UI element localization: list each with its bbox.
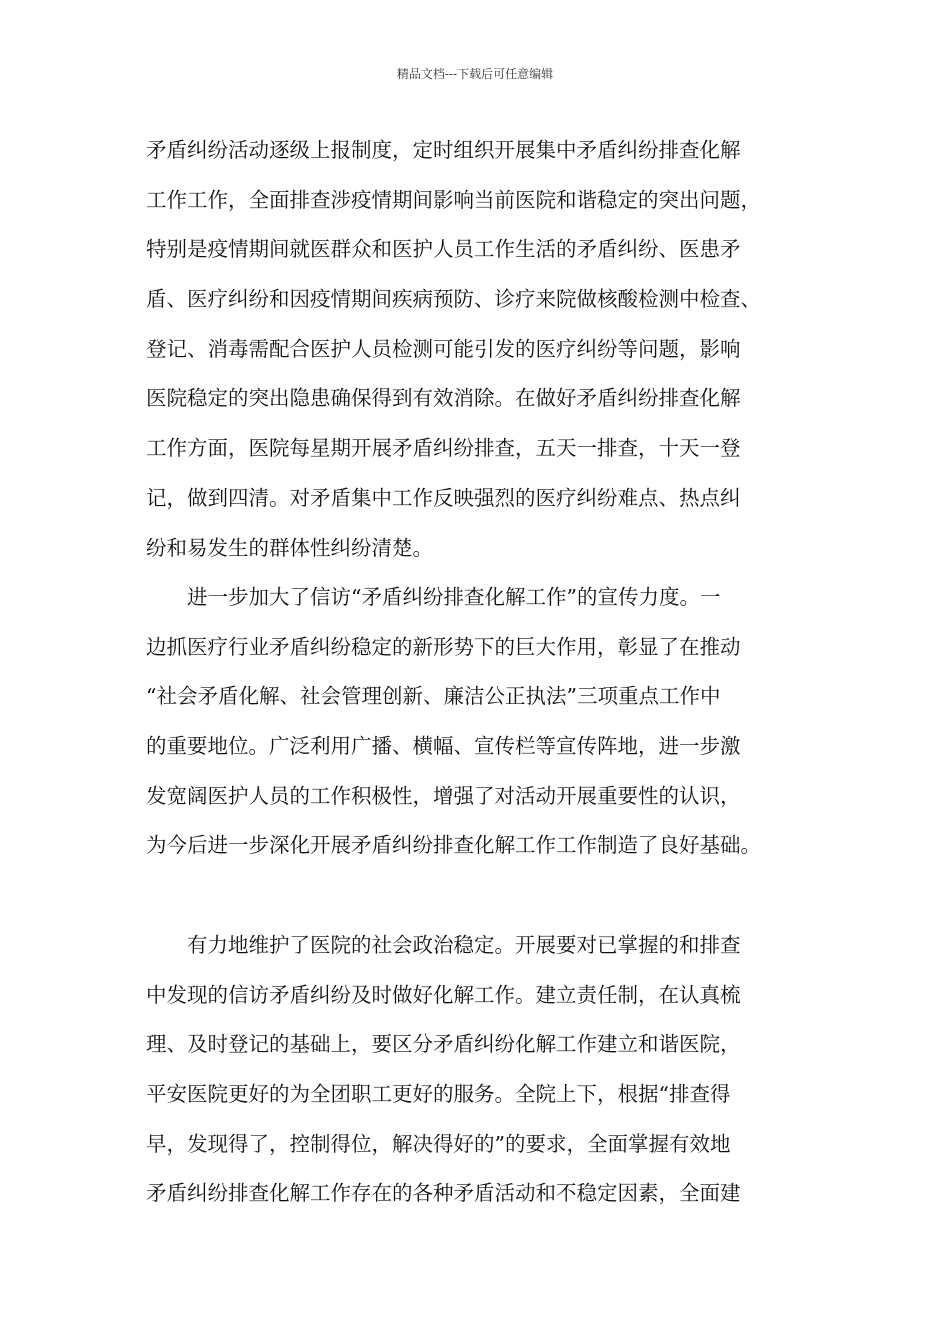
text-line: 的重要地位。广泛利用广播、横幅、宣传栏等宣传阵地，进一步激: [146, 734, 741, 759]
text-line: 矛盾纠纷活动逐级上报制度，定时组织开展集中矛盾纠纷排查化解: [146, 138, 741, 162]
text-line: 特别是疫情期间就医群众和医护人员工作生活的矛盾纠纷、医患矛: [146, 237, 741, 262]
text-line: 矛盾纠纷排查化解工作存在的各种矛盾活动和不稳定因素，全面建: [146, 1181, 741, 1206]
paragraph-2: [146, 573, 826, 871]
text-line: 平安医院更好的为全团职工更好的服务。全院上下，根据“排查得: [146, 1082, 731, 1107]
page-header: 精品文档---下载后可任意编辑: [396, 67, 554, 81]
text-line: 纷和易发生的群体性纠纷清楚。: [146, 535, 433, 560]
text-line: “社会矛盾化解、社会管理创新、廉洁公正执法”三项重点工作中: [146, 684, 721, 709]
text-line: 为今后进一步深化开展矛盾纠纷排查化解工作工作制造了良好基础。: [146, 833, 761, 858]
text-line: 工作方面，医院每星期开展矛盾纠纷排查，五天一排查，十天一登: [146, 436, 741, 461]
text-line: 发宽阔医护人员的工作积极性，增强了对活动开展重要性的认识，: [146, 783, 741, 808]
text-line: 医院稳定的突出隐患确保得到有效消除。在做好矛盾纠纷排查化解: [146, 386, 741, 411]
text-line: 理、及时登记的基础上，要区分矛盾纠纷化解工作建立和谐医院，: [146, 1032, 741, 1057]
paragraph-3: [146, 921, 826, 1219]
text-line: 有力地维护了医院的社会政治稳定。开展要对已掌握的和排查: [146, 933, 741, 957]
paragraph-1: [146, 126, 826, 573]
text-line: 中发现的信访矛盾纠纷及时做好化解工作。建立责任制，在认真梳: [146, 982, 741, 1007]
text-line: 登记、消毒需配合医护人员检测可能引发的医疗纠纷等问题，影响: [146, 336, 741, 361]
text-line: 早，发现得了，控制得位，解决得好的”的要求，全面掌握有效地: [146, 1131, 731, 1156]
text-line: 盾、医疗纠纷和因疫情期间疾病预防、诊疗来院做核酸检测中检查、: [146, 287, 761, 312]
text-line: 进一步加大了信访“矛盾纠纷排查化解工作”的宣传力度。一: [146, 585, 721, 609]
text-line: 工作工作，全面排查涉疫情期间影响当前医院和谐稳定的突出问题，: [146, 187, 761, 212]
text-line: 记，做到四清。对矛盾集中工作反映强烈的医疗纠纷难点、热点纠: [146, 485, 741, 510]
text-line: 边抓医疗行业矛盾纠纷稳定的新形势下的巨大作用，彰显了在推动: [146, 634, 741, 659]
